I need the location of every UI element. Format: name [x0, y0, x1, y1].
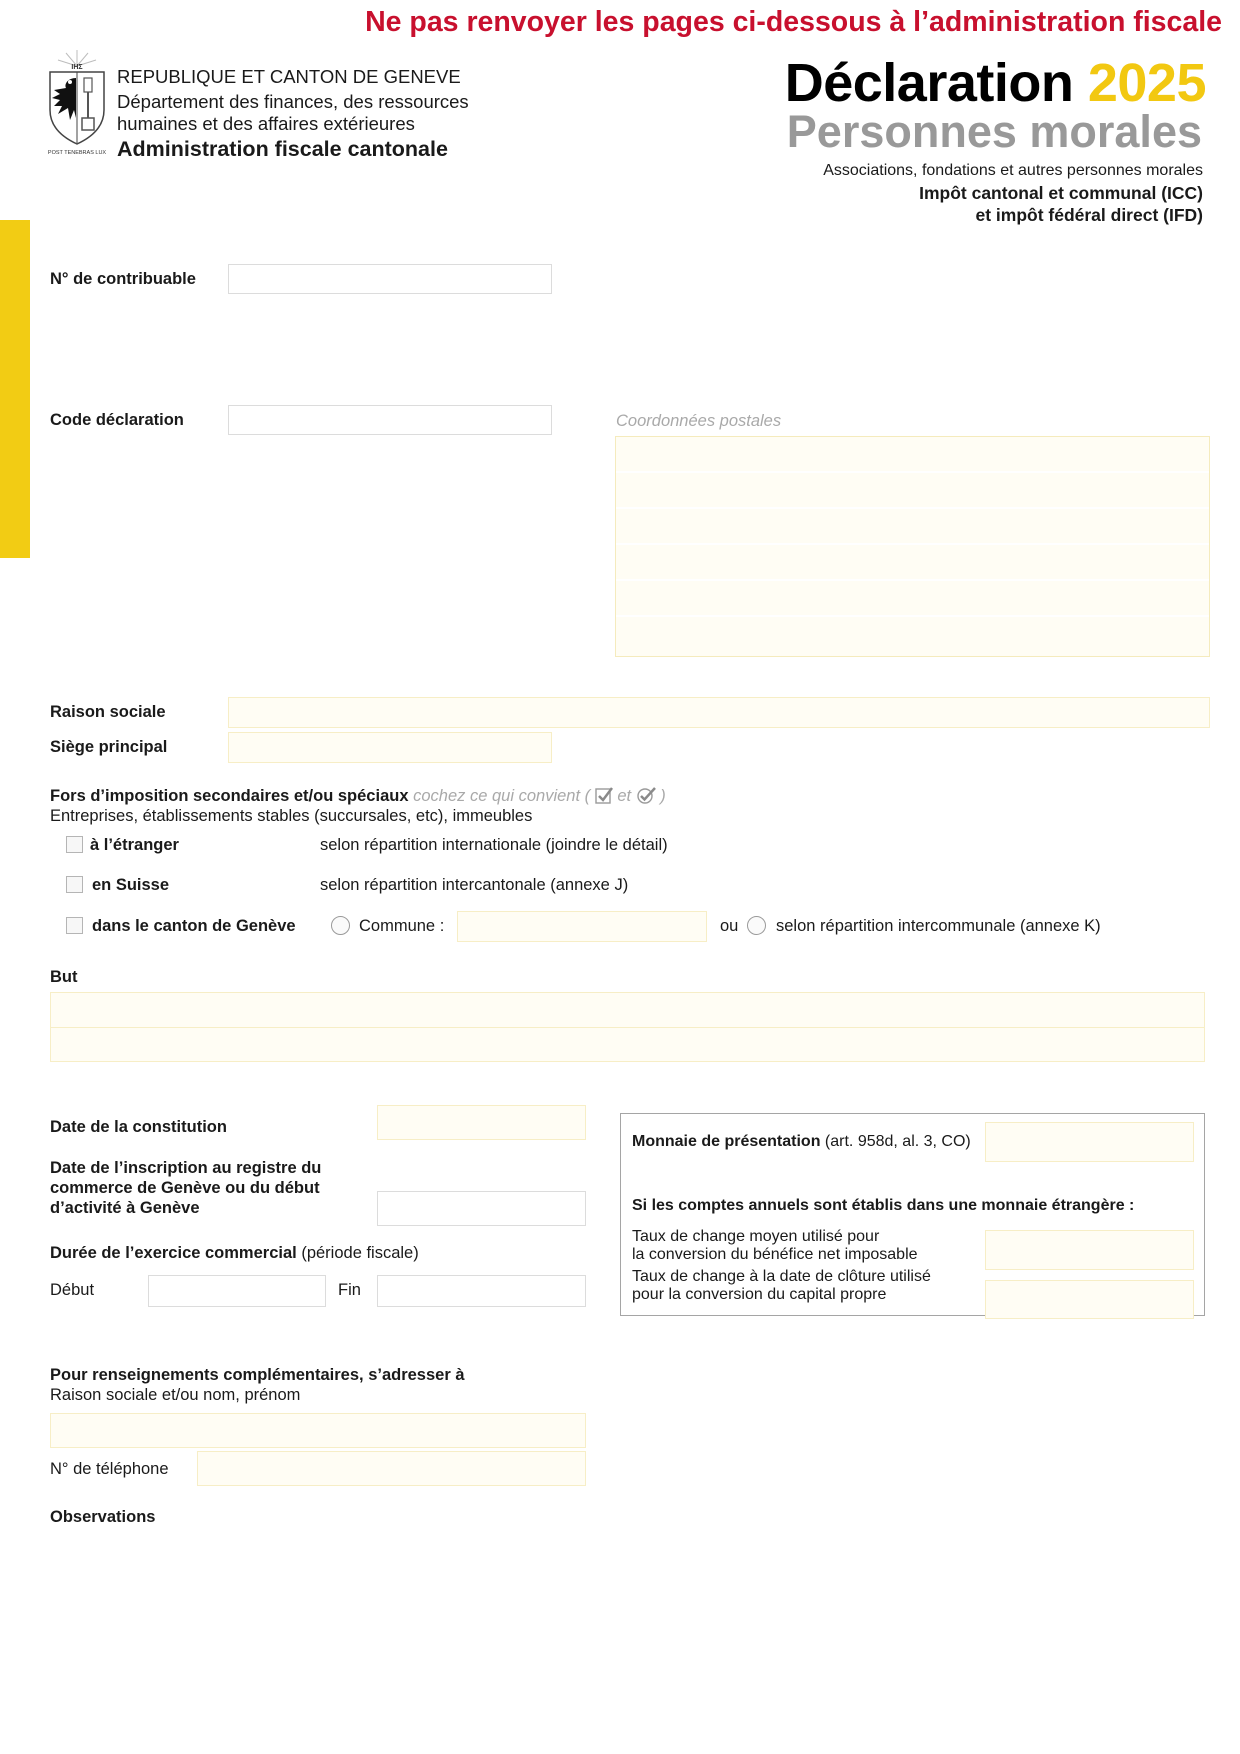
taux-moyen-label-line2: la conversion du bénéfice net imposable: [632, 1246, 918, 1263]
duree-note: (période fiscale): [301, 1244, 419, 1262]
org-department-line1: Département des finances, des ressources: [117, 91, 469, 112]
accent-bar: [0, 220, 30, 558]
title-year: 2025: [1087, 53, 1206, 113]
taux-cloture-label-line2: pour la conversion du capital propre: [632, 1286, 887, 1303]
svg-text:IHΣ: IHΣ: [71, 64, 83, 71]
phone-input[interactable]: [197, 1451, 586, 1486]
inscription-input[interactable]: [377, 1191, 586, 1226]
inscription-label-line2: commerce de Genève ou du début: [50, 1179, 320, 1197]
org-department-line2: humaines et des affaires extérieures: [117, 113, 415, 134]
fin-label: Fin: [338, 1281, 361, 1299]
fors-heading: Fors d’imposition secondaires et/ou spéciaux: [50, 787, 409, 805]
fors-suisse-checkbox[interactable]: [66, 876, 83, 893]
fin-input[interactable]: [377, 1275, 586, 1307]
intercommunal-radio[interactable]: [747, 916, 766, 935]
contribuable-label: N° de contribuable: [50, 270, 196, 288]
svg-text:POST TENEBRAS LUX: POST TENEBRAS LUX: [47, 150, 107, 156]
fors-etranger-detail: selon répartition internationale (joindre le détail): [320, 836, 668, 854]
postal-line[interactable]: [616, 473, 1209, 509]
fors-heading-row: [50, 786, 666, 809]
phone-label: N° de téléphone: [50, 1460, 169, 1478]
fors-etranger-checkbox[interactable]: [66, 836, 83, 853]
do-not-return-banner: Ne pas renvoyer les pages ci-dessous à l’administration fiscale: [365, 6, 1222, 38]
but-line-1[interactable]: [50, 992, 1205, 1028]
commune-input[interactable]: [457, 911, 707, 942]
form-title: [785, 52, 1206, 114]
postal-line[interactable]: [616, 617, 1209, 653]
foreign-currency-heading: Si les comptes annuels sont établis dans une monnaie étrangère :: [632, 1197, 1135, 1214]
monnaie-row: [632, 1133, 971, 1151]
siege-principal-label: Siège principal: [50, 738, 168, 756]
fors-etranger-label: à l’étranger: [90, 836, 179, 854]
raison-sociale-input[interactable]: [228, 697, 1210, 728]
geneva-shield-icon: [46, 48, 108, 158]
postal-line[interactable]: [616, 581, 1209, 617]
inscription-label-line1: Date de l’inscription au registre du: [50, 1159, 322, 1177]
postal-line[interactable]: [616, 437, 1209, 473]
title-word: Déclaration: [784, 53, 1074, 113]
postal-address-box[interactable]: [615, 436, 1210, 657]
monnaie-note: (art. 958d, al. 3, CO): [824, 1133, 971, 1150]
form-description: Associations, fondations et autres personnes morales: [823, 162, 1203, 179]
contact-heading: Pour renseignements complémentaires, s’adresser à: [50, 1366, 465, 1384]
raison-sociale-label: Raison sociale: [50, 703, 166, 721]
or-label: ou: [720, 917, 739, 935]
inscription-label-line3: d’activité à Genève: [50, 1199, 200, 1217]
fors-hint: cochez ce qui convient ( et ): [413, 787, 666, 805]
radio-checked-icon: [636, 786, 656, 809]
intercommunal-label: selon répartition intercommunale (annexe K): [776, 917, 1101, 935]
tax-type-icc: Impôt cantonal et communal (ICC): [919, 183, 1203, 203]
but-line-2[interactable]: [50, 1027, 1205, 1062]
geneva-coat-of-arms-logo: [46, 48, 108, 158]
taux-moyen-input[interactable]: [985, 1230, 1194, 1270]
tax-type-ifd: et impôt fédéral direct (IFD): [975, 205, 1203, 225]
duree-label: Durée de l’exercice commercial: [50, 1244, 297, 1262]
siege-principal-input[interactable]: [228, 732, 552, 763]
taux-cloture-label-line1: Taux de change à la date de clôture utilisé: [632, 1268, 931, 1285]
taux-moyen-label-line1: Taux de change moyen utilisé pour: [632, 1228, 880, 1245]
checkbox-checked-icon: [595, 786, 613, 809]
contact-sub: Raison sociale et/ou nom, prénom: [50, 1386, 301, 1404]
fors-suisse-label: en Suisse: [92, 876, 170, 894]
contact-name-input[interactable]: [50, 1413, 586, 1448]
fors-subheading: Entreprises, établissements stables (succursales, etc), immeubles: [50, 807, 533, 825]
fors-geneve-label: dans le canton de Genève: [92, 917, 296, 935]
constitution-input[interactable]: [377, 1105, 586, 1140]
observations-label: Observations: [50, 1508, 156, 1526]
but-label: But: [50, 968, 78, 986]
form-subtitle: Personnes morales: [786, 106, 1202, 157]
duree-row: [50, 1244, 419, 1263]
commune-label: Commune :: [359, 917, 445, 935]
fors-geneve-checkbox[interactable]: [66, 917, 83, 934]
fors-suisse-detail: selon répartition intercantonale (annexe J): [320, 876, 629, 894]
code-declaration-input[interactable]: [228, 405, 552, 435]
taux-cloture-input[interactable]: [985, 1280, 1194, 1319]
constitution-label: Date de la constitution: [50, 1118, 227, 1136]
postal-line[interactable]: [616, 545, 1209, 581]
contribuable-input[interactable]: [228, 264, 552, 294]
postal-address-label: Coordonnées postales: [616, 412, 782, 430]
code-declaration-label: Code déclaration: [50, 411, 184, 429]
org-republic: REPUBLIQUE ET CANTON DE GENEVE: [117, 66, 461, 87]
debut-input[interactable]: [148, 1275, 326, 1307]
debut-label: Début: [50, 1281, 95, 1299]
commune-radio[interactable]: [331, 916, 350, 935]
postal-line[interactable]: [616, 509, 1209, 545]
monnaie-input[interactable]: [985, 1122, 1194, 1162]
org-administration: Administration fiscale cantonale: [117, 137, 448, 161]
monnaie-label: Monnaie de présentation: [632, 1133, 821, 1150]
